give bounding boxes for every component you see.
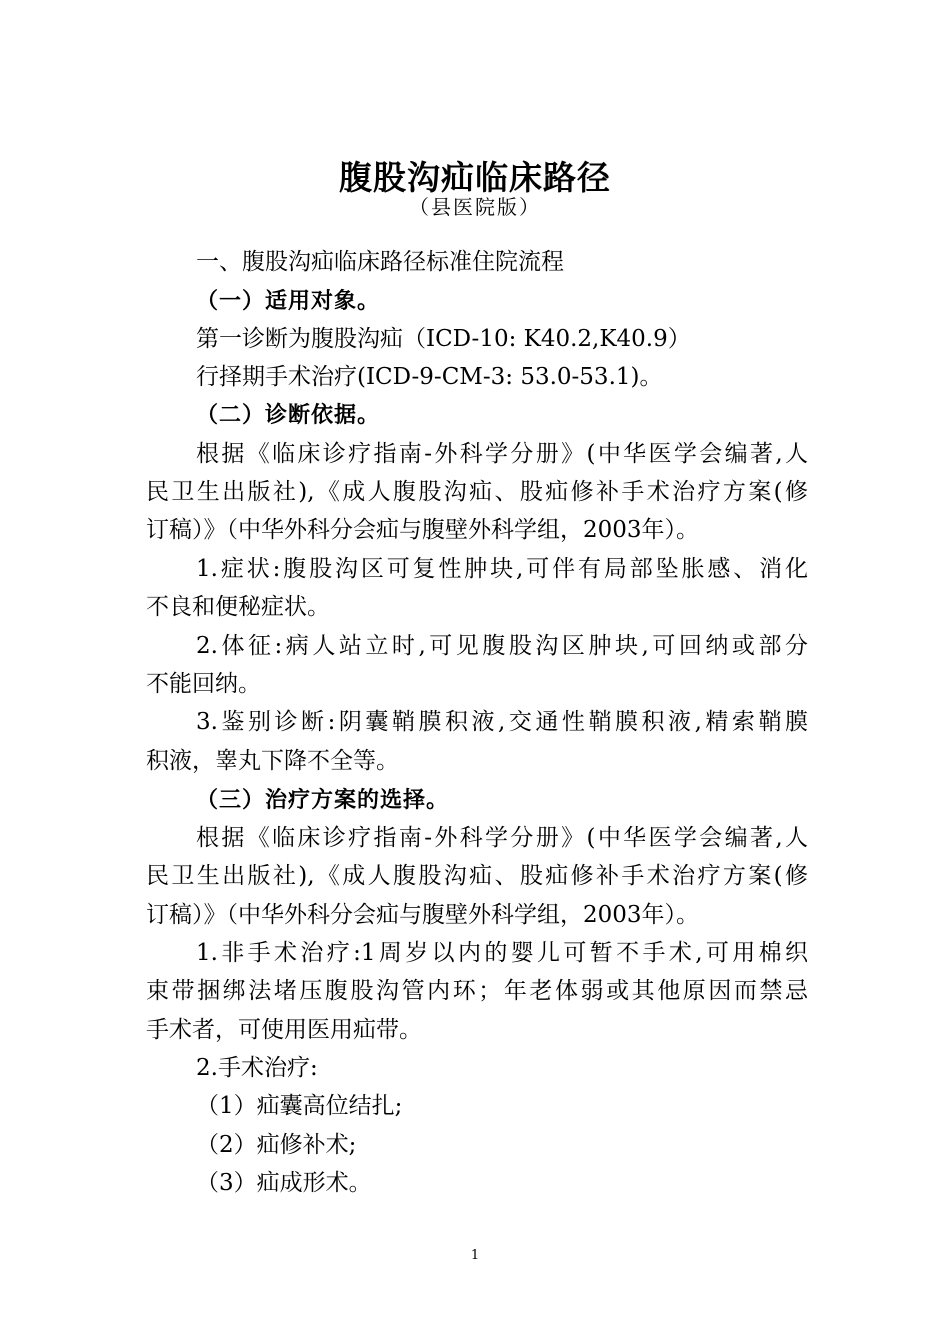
list-item: （2）疝修补术; (196, 1132, 357, 1158)
document-subtitle: （县医院版） (409, 195, 541, 219)
paragraph-line: 订稿）》（中华外科分会疝与腹壁外科学组，2003年）。 (146, 902, 700, 928)
subsection-heading-diagnosis: （二）诊断依据。 (196, 402, 381, 428)
paragraph-line: 手术者，可使用医用疝带。 (146, 1017, 422, 1043)
paragraph-line: 2.手术治疗: (196, 1055, 318, 1081)
section-heading: 一、腹股沟疝临床路径标准住院流程 (196, 249, 564, 275)
paragraph-line: 第一诊断为腹股沟疝（ICD-10: K40.2,K40.9） (196, 326, 691, 352)
paragraph-line: 1.症状:腹股沟区可复性肿块,可伴有局部坠胀感、消化 (196, 556, 808, 582)
paragraph-line: 行择期手术治疗(ICD-9-CM-3: 53.0-53.1)。 (196, 364, 663, 390)
paragraph-line: 积液，睾丸下降不全等。 (146, 748, 399, 774)
paragraph-line: 订稿）》（中华外科分会疝与腹壁外科学组，2003年）。 (146, 517, 700, 543)
list-item: （1）疝囊高位结扎; (196, 1093, 403, 1119)
paragraph-line: 民卫生出版社),《成人腹股沟疝、股疝修补手术治疗方案(修 (146, 863, 808, 889)
paragraph-line: 2.体征:病人站立时,可见腹股沟区肿块,可回纳或部分 (196, 633, 808, 659)
subsection-heading-applicable: （一）适用对象。 (196, 288, 381, 314)
paragraph-line: 根据《临床诊疗指南-外科学分册》(中华医学会编著,人 (196, 441, 808, 467)
paragraph-line: 1.非手术治疗:1周岁以内的婴儿可暂不手术,可用棉织 (196, 940, 808, 966)
paragraph-line: 不良和便秘症状。 (146, 594, 330, 620)
paragraph-line: 民卫生出版社),《成人腹股沟疝、股疝修补手术治疗方案(修 (146, 479, 808, 505)
subsection-heading-treatment: （三）治疗方案的选择。 (196, 787, 450, 813)
paragraph-line: 不能回纳。 (146, 671, 261, 697)
page-number: 1 (470, 1248, 480, 1263)
paragraph-line: 根据《临床诊疗指南-外科学分册》(中华医学会编著,人 (196, 825, 808, 851)
paragraph-line: 束带捆绑法堵压腹股沟管内环；年老体弱或其他原因而禁忌 (146, 978, 808, 1004)
list-item: （3）疝成形术。 (196, 1170, 372, 1196)
document-title: 腹股沟疝临床路径 (339, 158, 611, 197)
paragraph-line: 3.鉴别诊断:阴囊鞘膜积液,交通性鞘膜积液,精索鞘膜 (196, 709, 808, 735)
